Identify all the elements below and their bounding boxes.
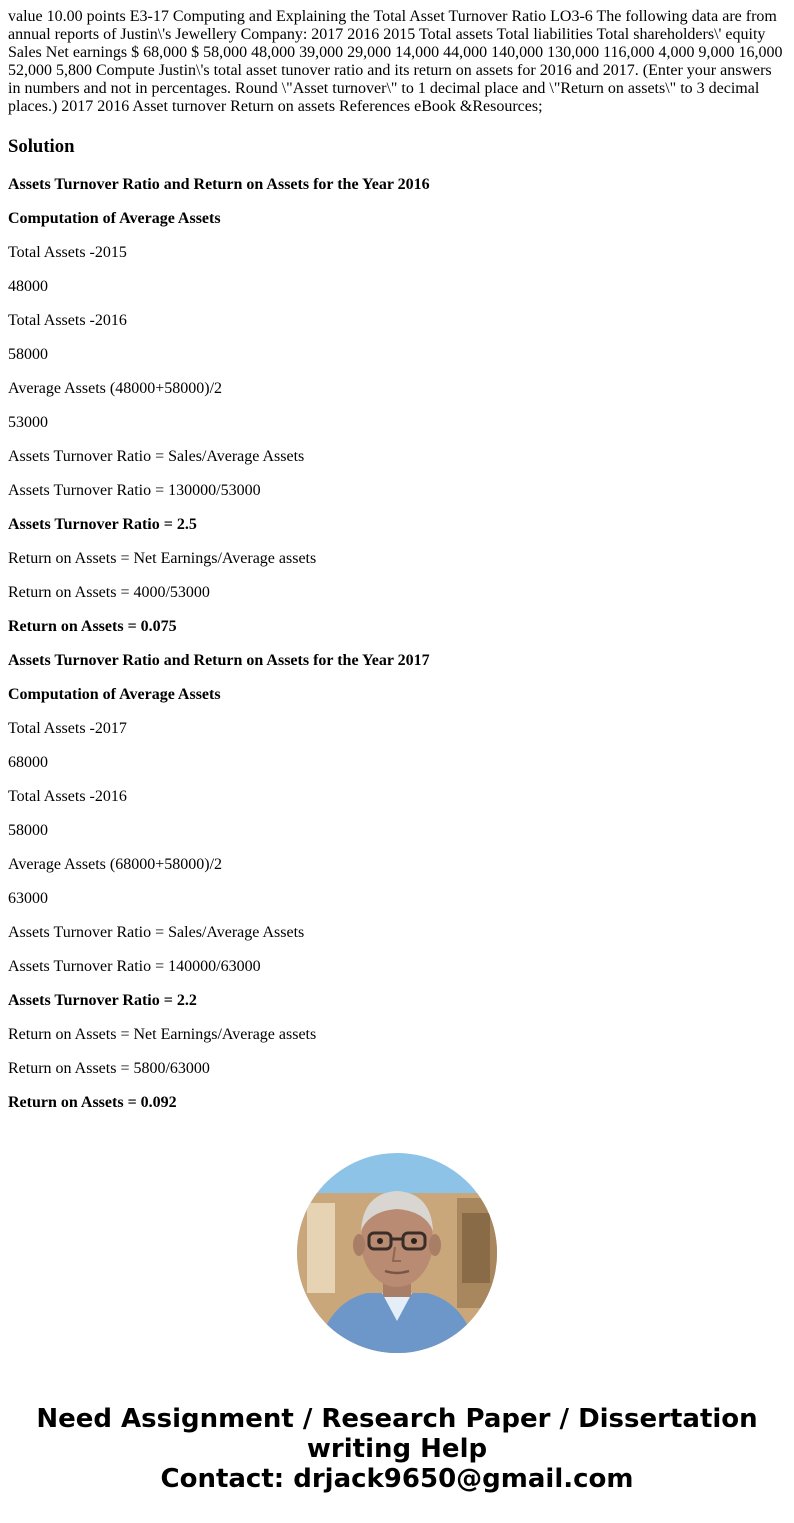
solution-line: Assets Turnover Ratio = Sales/Average Assets	[8, 924, 305, 941]
solution-line: 48000	[8, 278, 48, 295]
portrait-image	[297, 1153, 497, 1353]
solution-line: Total Assets -2016	[8, 312, 127, 329]
author-photo	[297, 1153, 497, 1353]
solution-line: Return on Assets = Net Earnings/Average assets	[8, 550, 317, 567]
solution-line: Total Assets -2016	[8, 788, 127, 805]
solution-subheading: Return on Assets = 0.075	[8, 618, 177, 635]
banner-line-2: writing Help	[306, 1434, 488, 1464]
solution-line: Assets Turnover Ratio = Sales/Average Assets	[8, 448, 305, 465]
solution-line: Average Assets (48000+58000)/2	[8, 380, 223, 397]
banner-contact-line: Contact: drjack9650@gmail.com	[160, 1464, 634, 1494]
solution-line: Total Assets -2015	[8, 244, 127, 261]
solution-line: 63000	[8, 890, 48, 907]
solution-line: Return on Assets = 4000/53000	[8, 584, 210, 601]
solution-line: Return on Assets = Net Earnings/Average assets	[8, 1026, 317, 1043]
solution-line: Return on Assets = 5800/63000	[8, 1060, 210, 1077]
question-text: value 10.00 points E3-17 Computing and Explaining the Total Asset Turnover Ratio LO3-6 The following data are from annual reports of Justin\'s Jewellery Company: 2017 2016 2015 Total assets Total liabilities Total shareholders\' equity Sales Net earnings $ 68,000 $ 58,000 48,000 39,000 29,000 14,000 44,000 140,000 130,000 116,000 4,000 9,000 16,000 52,000 5,800 Compute Justin\'s total asset tunover ratio and its return on assets for 2016 and 2017. (Enter your answers in numbers and not in percentages. Round \"Asset turnover\" to 1 decimal place and \"Return on assets\" to 3 decimal places.) 2017 2016 Asset turnover Return on assets References eBook &Resources;	[8, 8, 783, 115]
solution-line: Assets Turnover Ratio = 140000/63000	[8, 958, 261, 975]
solution-line: Average Assets (68000+58000)/2	[8, 856, 223, 873]
solution-line: 58000	[8, 822, 48, 839]
solution-subheading: Assets Turnover Ratio and Return on Assets for the Year 2017	[8, 652, 430, 669]
solution-line: 53000	[8, 414, 48, 431]
solution-line: Assets Turnover Ratio = 130000/53000	[8, 482, 261, 499]
solution-subheading: Assets Turnover Ratio = 2.5	[8, 516, 197, 533]
solution-body	[8, 176, 786, 1128]
banner-line-1: Need Assignment / Research Paper / Dissertation	[36, 1404, 758, 1434]
solution-line: 58000	[8, 346, 48, 363]
solution-subheading: Return on Assets = 0.092	[8, 1094, 177, 1111]
contact-banner	[0, 1404, 794, 1494]
solution-subheading: Assets Turnover Ratio = 2.2	[8, 992, 197, 1009]
solution-line: Total Assets -2017	[8, 720, 127, 737]
page-content	[8, 8, 786, 1111]
solution-subheading: Computation of Average Assets	[8, 686, 221, 703]
solution-subheading: Assets Turnover Ratio and Return on Assets for the Year 2016	[8, 176, 430, 193]
solution-subheading: Computation of Average Assets	[8, 210, 221, 227]
solution-heading: Solution	[8, 136, 75, 157]
solution-line: 68000	[8, 754, 48, 771]
